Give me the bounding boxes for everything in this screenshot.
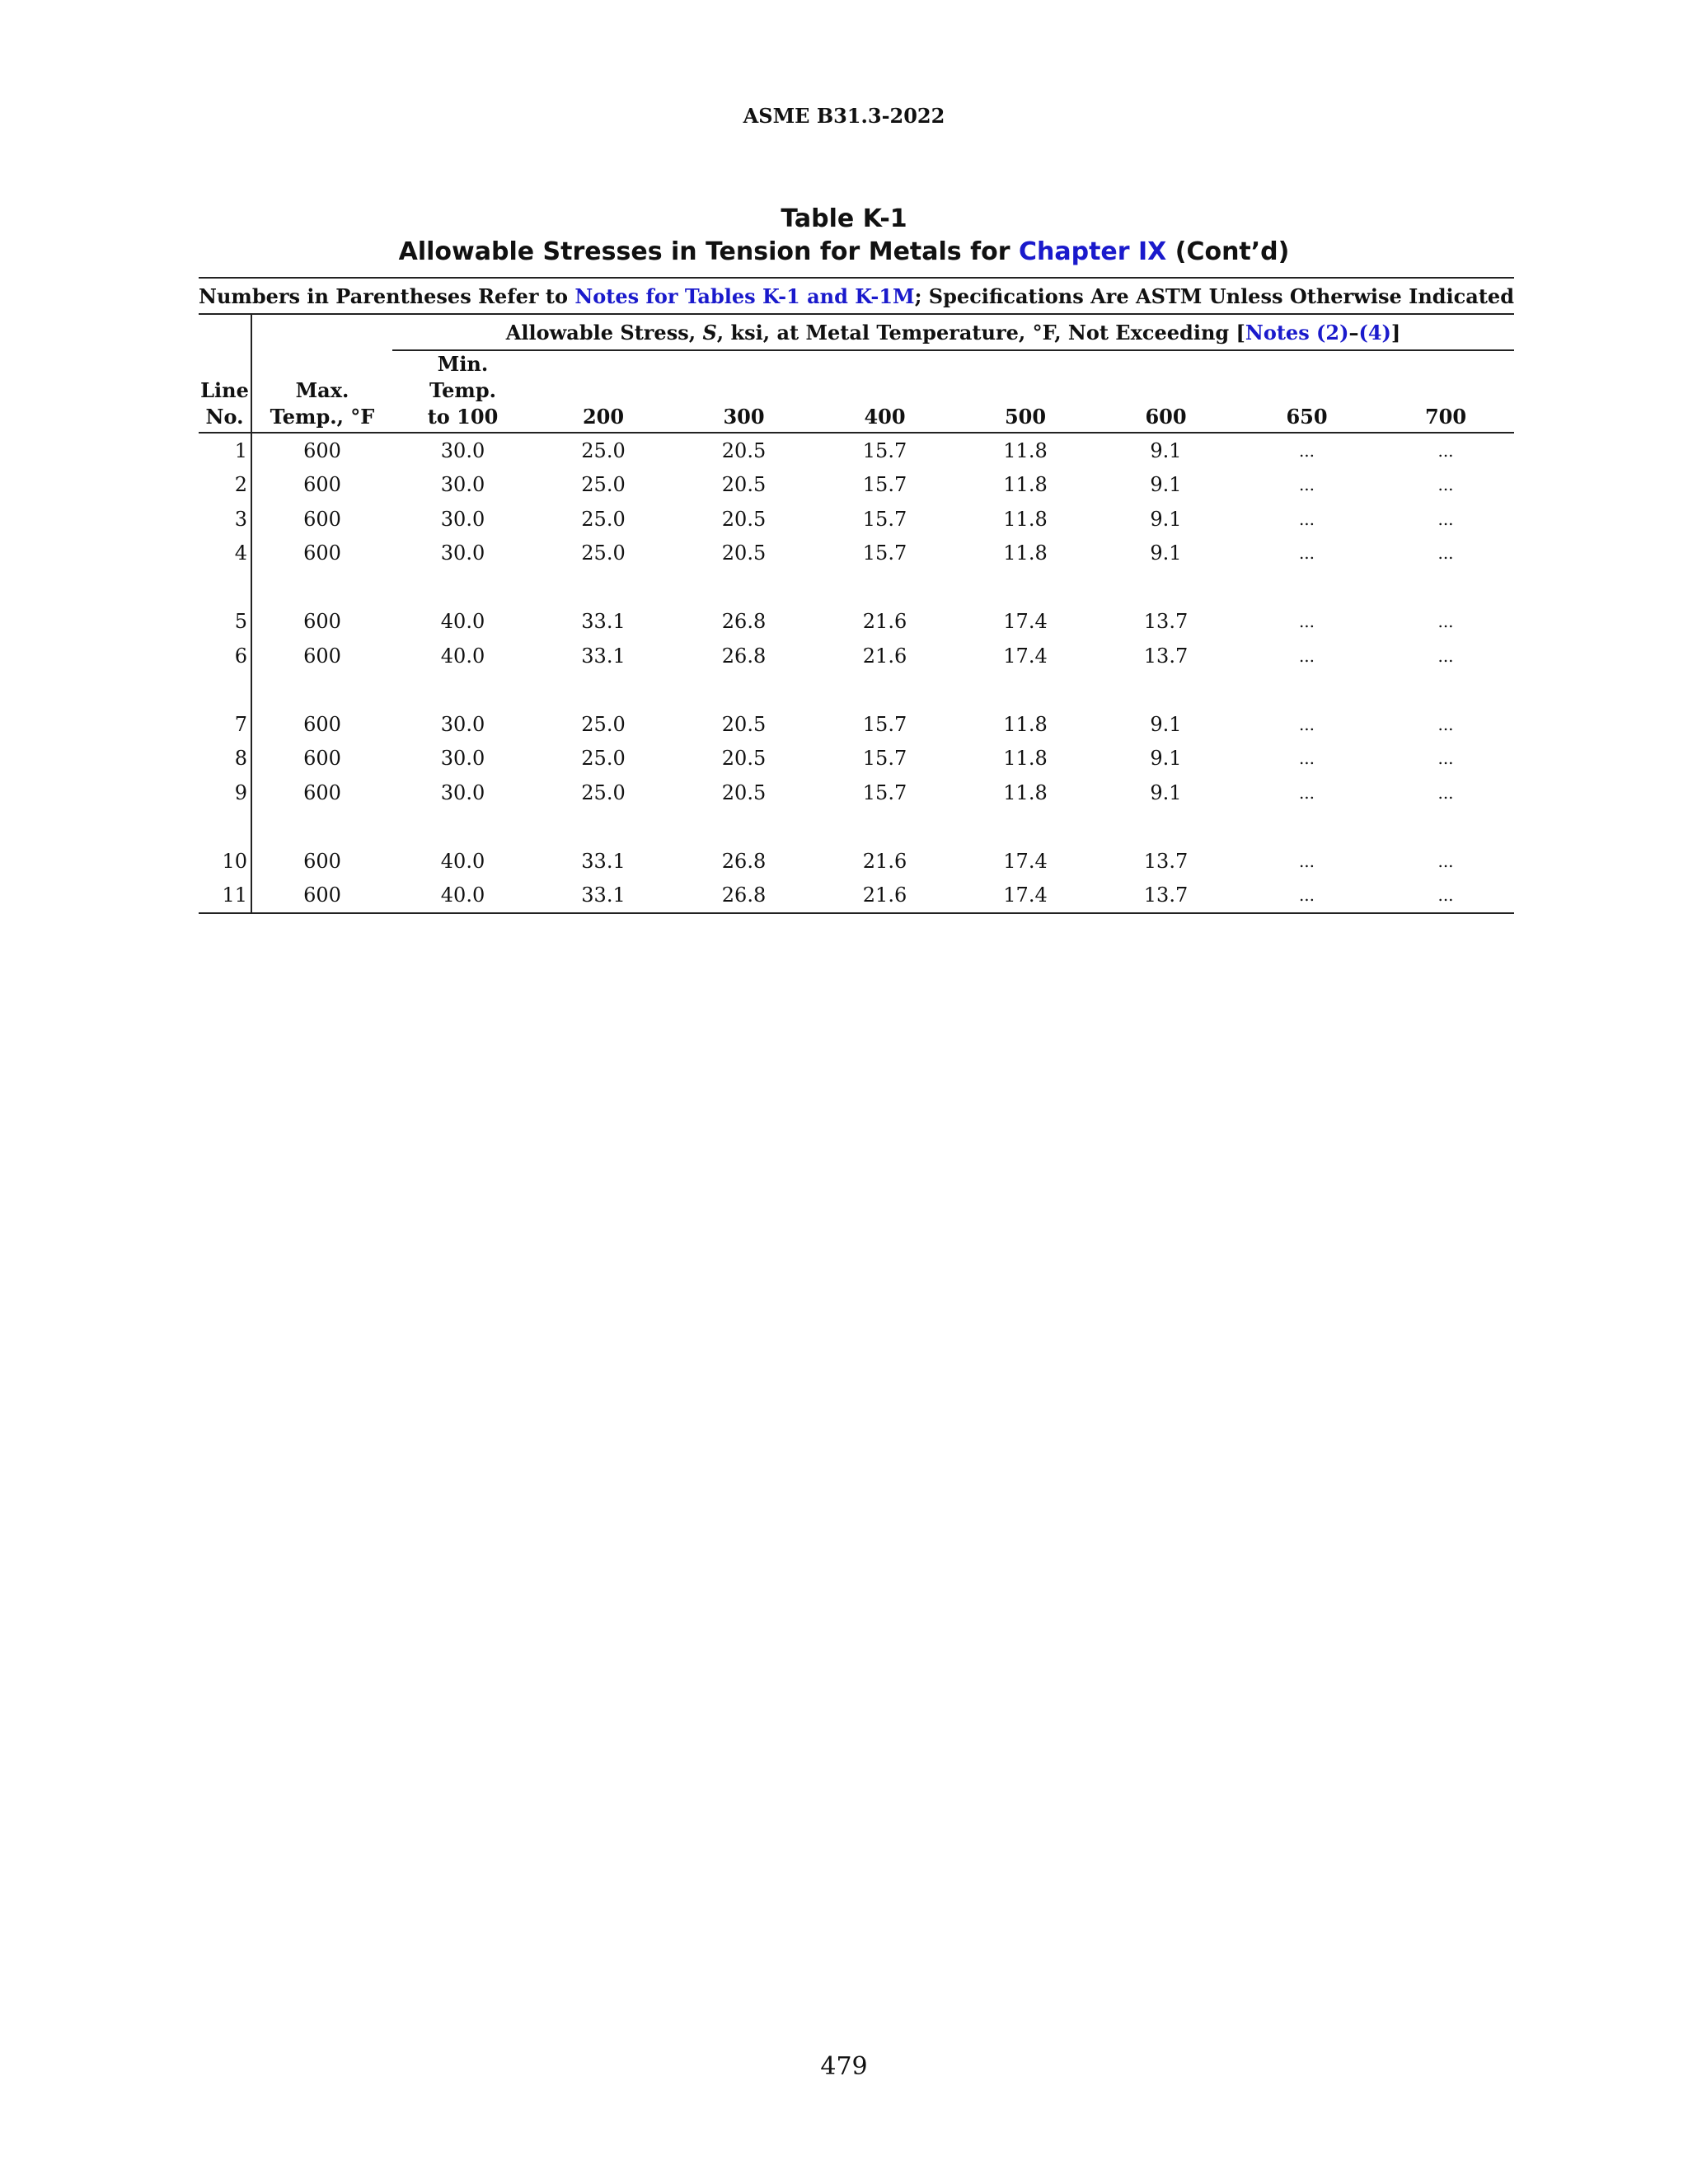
table-row (199, 639, 1514, 673)
col-min-temp (392, 350, 533, 433)
stress-700-cell: ... (1437, 748, 1454, 769)
stress-200-cell: 33.1 (581, 610, 626, 634)
table-row (199, 776, 1514, 810)
stress-500-cell: 11.8 (1003, 438, 1048, 462)
notes-4-link[interactable]: (4) (1358, 320, 1391, 344)
stress-span-header (392, 314, 1514, 350)
stress-header-dash: – (1348, 320, 1359, 344)
stress-600-cell: 9.1 (1150, 780, 1182, 804)
spacer-cell (251, 570, 1514, 605)
max-temp-cell: 600 (303, 849, 341, 873)
allowable-stress-table (199, 277, 1514, 914)
line-no-cell: 6 (199, 639, 251, 673)
table-row (199, 707, 1514, 742)
col-min-temp-l2: Temp. (429, 378, 496, 402)
stress-600-cell: 9.1 (1150, 747, 1182, 771)
min-temp-cell: 40.0 (392, 879, 533, 914)
stress-600-cell: 9.1 (1150, 473, 1182, 497)
stress-400-cell: 15.7 (862, 712, 907, 736)
col-min-temp-l3: to 100 (427, 405, 499, 429)
stress-table-wrapper (199, 277, 1514, 914)
blank-header-cell (199, 314, 251, 350)
stress-300-cell: 20.5 (721, 507, 767, 531)
line-no-cell: 3 (199, 502, 251, 537)
stress-600-cell: 13.7 (1143, 610, 1189, 634)
stress-300-cell: 20.5 (721, 473, 767, 497)
col-400: 400 (814, 350, 955, 433)
page-number: 479 (820, 2052, 868, 2081)
stress-600-cell: 9.1 (1150, 712, 1182, 736)
stress-header-suffix: ] (1390, 320, 1401, 344)
running-head: ASME B31.3-2022 (743, 104, 945, 128)
line-no-cell: 2 (199, 468, 251, 503)
max-temp-cell: 600 (303, 747, 341, 771)
stress-300-cell: 26.8 (721, 610, 767, 634)
col-line-no-l2: No. (205, 405, 244, 429)
stress-700-cell: ... (1377, 879, 1514, 914)
stress-700-cell: ... (1437, 714, 1454, 734)
col-max-temp-l1: Max. (295, 378, 349, 402)
stress-400-cell: 15.7 (862, 780, 907, 804)
stress-400-cell: 15.7 (862, 438, 907, 462)
stress-650-cell: ... (1236, 879, 1377, 914)
stress-700-cell: ... (1437, 645, 1454, 666)
min-temp-cell: 30.0 (440, 712, 485, 736)
stress-600-cell: 13.7 (1143, 849, 1189, 873)
stress-650-cell: ... (1298, 645, 1315, 666)
stress-600-cell: 9.1 (1150, 541, 1182, 565)
max-temp-cell: 600 (303, 780, 341, 804)
line-no-cell: 5 (199, 605, 251, 640)
stress-500-cell: 11.8 (1003, 747, 1048, 771)
column-header-row (199, 350, 1514, 433)
stress-300-cell: 20.5 (721, 780, 767, 804)
stress-200-cell: 33.1 (533, 879, 673, 914)
stress-650-cell: ... (1298, 543, 1315, 564)
max-temp-cell: 600 (303, 610, 341, 634)
col-min-temp-l1: Min. (437, 352, 489, 376)
stress-650-cell: ... (1298, 440, 1315, 461)
stress-700-cell: ... (1437, 782, 1454, 803)
stress-400-cell: 21.6 (862, 849, 907, 873)
stress-300-cell: 20.5 (721, 747, 767, 771)
table-row (199, 742, 1514, 776)
col-line-no (199, 350, 251, 433)
stress-650-cell: ... (1298, 851, 1315, 871)
group-spacer (199, 673, 1514, 708)
spacer-line-cell (199, 673, 251, 708)
caption-text: Allowable Stresses in Tension for Metals for (398, 237, 1019, 266)
stress-400-cell: 21.6 (862, 610, 907, 634)
stress-650-cell: ... (1298, 714, 1315, 734)
stress-600-cell: 9.1 (1150, 438, 1182, 462)
line-no-cell: 9 (199, 776, 251, 810)
stress-400-cell: 15.7 (862, 747, 907, 771)
stress-500-cell: 11.8 (1003, 541, 1048, 565)
spacer-cell (251, 673, 1514, 708)
min-temp-cell: 30.0 (440, 438, 485, 462)
min-temp-cell: 30.0 (440, 473, 485, 497)
table-row (199, 605, 1514, 640)
min-temp-cell: 30.0 (440, 780, 485, 804)
table-row (199, 433, 1514, 468)
stress-650-cell: ... (1298, 748, 1315, 769)
max-temp-cell: 600 (303, 712, 341, 736)
stress-500-cell: 17.4 (1003, 644, 1048, 668)
stress-700-cell: ... (1437, 475, 1454, 495)
notes-link[interactable]: Notes for Tables K-1 and K-1M (574, 284, 915, 308)
table-row (199, 844, 1514, 879)
stress-300-cell: 20.5 (721, 712, 767, 736)
line-no-cell: 10 (199, 844, 251, 879)
min-temp-cell: 30.0 (440, 747, 485, 771)
col-650: 650 (1236, 350, 1377, 433)
stress-400-cell: 15.7 (862, 541, 907, 565)
max-temp-cell: 600 (303, 541, 341, 565)
caption-suffix: (Cont’d) (1166, 237, 1290, 266)
stress-600-cell: 9.1 (1150, 507, 1182, 531)
line-no-cell: 7 (199, 707, 251, 742)
min-temp-cell: 30.0 (440, 541, 485, 565)
stress-500-cell: 11.8 (1003, 507, 1048, 531)
stress-200-cell: 33.1 (581, 644, 626, 668)
stress-700-cell: ... (1437, 543, 1454, 564)
stress-symbol: S (702, 320, 717, 344)
min-temp-cell: 30.0 (440, 507, 485, 531)
stress-650-cell: ... (1298, 782, 1315, 803)
table-body (199, 433, 1514, 913)
stress-400-cell: 15.7 (862, 473, 907, 497)
stress-500-cell: 11.8 (1003, 712, 1048, 736)
stress-500-cell: 11.8 (1003, 473, 1048, 497)
stress-200-cell: 25.0 (581, 473, 626, 497)
table-number: Table K-1 (781, 204, 907, 233)
stress-700-cell: ... (1437, 509, 1454, 529)
notes-cell (199, 278, 1514, 314)
stress-500-cell: 17.4 (1003, 610, 1048, 634)
stress-650-cell: ... (1298, 475, 1315, 495)
stress-400-cell: 15.7 (862, 507, 907, 531)
stress-500-cell: 17.4 (955, 879, 1095, 914)
stress-span-row (199, 314, 1514, 350)
stress-200-cell: 33.1 (581, 849, 626, 873)
col-500: 500 (955, 350, 1095, 433)
line-no-cell: 11 (199, 879, 251, 914)
stress-700-cell: ... (1437, 612, 1454, 632)
notes-2-link[interactable]: Notes (2) (1245, 320, 1349, 344)
notes-row (199, 278, 1514, 314)
col-600: 600 (1095, 350, 1236, 433)
col-300: 300 (673, 350, 814, 433)
spacer-line-cell (199, 570, 251, 605)
group-spacer (199, 810, 1514, 845)
stress-200-cell: 25.0 (581, 541, 626, 565)
max-temp-cell: 600 (303, 644, 341, 668)
spacer-cell (251, 810, 1514, 845)
max-temp-cell: 600 (251, 879, 392, 914)
table-row (199, 879, 1514, 914)
notes-prefix: Numbers in Parentheses Refer to (199, 284, 575, 308)
min-temp-cell: 40.0 (440, 644, 485, 668)
stress-200-cell: 25.0 (581, 712, 626, 736)
notes-suffix: ; Specifications Are ASTM Unless Otherwise Indicated (914, 284, 1514, 308)
chapter-link[interactable]: Chapter IX (1018, 237, 1167, 266)
stress-200-cell: 25.0 (581, 507, 626, 531)
stress-600-cell: 13.7 (1143, 644, 1189, 668)
spacer-line-cell (199, 810, 251, 845)
stress-700-cell: ... (1437, 851, 1454, 871)
col-700: 700 (1377, 350, 1514, 433)
stress-500-cell: 17.4 (1003, 849, 1048, 873)
max-temp-cell: 600 (303, 507, 341, 531)
stress-header-middle: , ksi, at Metal Temperature, °F, Not Exceeding [ (716, 320, 1245, 344)
stress-650-cell: ... (1298, 509, 1315, 529)
stress-200-cell: 25.0 (581, 438, 626, 462)
col-max-temp-l2: Temp., °F (270, 405, 375, 429)
line-no-cell: 4 (199, 537, 251, 571)
stress-700-cell: ... (1437, 440, 1454, 461)
table-caption (0, 236, 1688, 269)
table-title (0, 203, 1688, 269)
col-line-no-l1: Line (200, 378, 249, 402)
stress-200-cell: 25.0 (581, 747, 626, 771)
stress-300-cell: 26.8 (673, 879, 814, 914)
blank-header-cell (251, 314, 392, 350)
stress-300-cell: 20.5 (721, 438, 767, 462)
stress-header-prefix: Allowable Stress, (505, 320, 703, 344)
table-row (199, 468, 1514, 503)
min-temp-cell: 40.0 (440, 849, 485, 873)
min-temp-cell: 40.0 (440, 610, 485, 634)
stress-300-cell: 26.8 (721, 644, 767, 668)
max-temp-cell: 600 (303, 473, 341, 497)
col-200: 200 (533, 350, 673, 433)
stress-400-cell: 21.6 (862, 644, 907, 668)
table-row (199, 537, 1514, 571)
stress-300-cell: 20.5 (721, 541, 767, 565)
line-no-cell: 8 (199, 742, 251, 776)
stress-600-cell: 13.7 (1095, 879, 1236, 914)
col-max-temp (251, 350, 392, 433)
stress-200-cell: 25.0 (581, 780, 626, 804)
stress-650-cell: ... (1298, 612, 1315, 632)
group-spacer (199, 570, 1514, 605)
stress-400-cell: 21.6 (814, 879, 955, 914)
line-no-cell: 1 (199, 433, 251, 468)
max-temp-cell: 600 (303, 438, 341, 462)
stress-300-cell: 26.8 (721, 849, 767, 873)
stress-500-cell: 11.8 (1003, 780, 1048, 804)
table-row (199, 502, 1514, 537)
